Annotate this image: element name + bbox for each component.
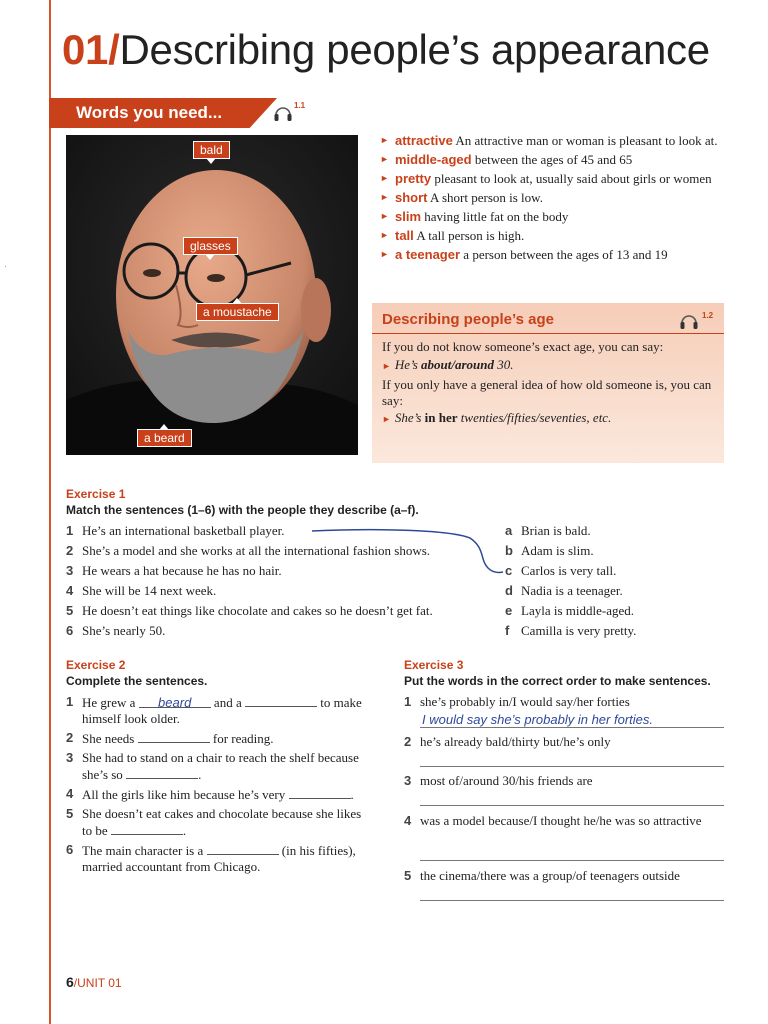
handwritten-answer: I would say she’s probably in her forties.	[422, 712, 653, 727]
definition: between the ages of 45 and 65	[474, 152, 633, 167]
ex1-sentence: 3 He wears a hat because he has no hair.	[66, 563, 282, 578]
ex1-sentence: 4 She will be 14 next week.	[66, 583, 217, 598]
ex3-item: 1 she’s probably in/I would say/her forties	[404, 694, 630, 709]
term: pretty	[395, 171, 432, 186]
ex1-sentence: 1 He’s an international basketball player.	[66, 523, 285, 538]
ex1-option: f Camilla is very pretty.	[505, 623, 637, 638]
ex2-item: 2 She needs for reading.	[66, 730, 274, 746]
answer-line[interactable]	[420, 766, 724, 767]
title-text: Describing people’s appearance	[119, 26, 710, 73]
exercise3-label: Exercise 3	[404, 658, 464, 672]
ex2-item: 1 He grew a beard and a to make himself look older.	[66, 694, 362, 726]
term: tall	[395, 228, 414, 243]
example-key-phrase: in her	[424, 410, 458, 425]
ex1-option: d Nadia is a teenager.	[505, 583, 623, 598]
unit-number: 01	[62, 26, 109, 73]
ex1-sentence: 6 She’s nearly 50.	[66, 623, 166, 638]
answer-blank[interactable]	[289, 786, 351, 799]
term: slim	[395, 209, 422, 224]
bullet-arrow-icon: ►	[380, 249, 389, 259]
handwritten-answer: beard	[158, 695, 192, 710]
age-paragraph: If you do not know someone’s exact age, you can say:	[382, 339, 664, 354]
page-number: 6	[66, 974, 74, 990]
bullet-arrow-icon: ►	[380, 192, 389, 202]
ex1-option: e Layla is middle-aged.	[505, 603, 634, 618]
answer-blank[interactable]	[139, 695, 211, 708]
example-text: 30.	[494, 356, 514, 372]
term: middle-aged	[395, 152, 472, 167]
ex2-item: 6 The main character is a (in his fifties), married accountant from Chicago.	[66, 842, 356, 874]
definition: pleasant to look at, usually said about girls or women	[434, 171, 712, 186]
answer-line[interactable]	[420, 727, 724, 728]
ex1-sentence: 5 He doesn’t eat things like chocolate and cakes so he doesn’t get fat.	[66, 603, 433, 618]
page-footer	[66, 974, 122, 990]
example-text: She’s	[394, 410, 425, 425]
track-number: 1.2	[702, 311, 714, 320]
answer-line[interactable]	[420, 900, 724, 901]
answer-line[interactable]	[420, 805, 724, 806]
definition: a person between the ages of 13 and 19	[463, 247, 668, 262]
label-moustache: a moustache	[196, 303, 279, 321]
answer-blank[interactable]	[126, 766, 198, 779]
track-number: 1.1	[294, 101, 306, 110]
bullet-arrow-icon: ►	[380, 173, 389, 183]
definition: A tall person is high.	[416, 228, 525, 243]
bullet-arrow-icon: ►	[380, 135, 389, 145]
answer-blank[interactable]	[245, 694, 317, 707]
answer-blank[interactable]	[138, 730, 210, 743]
definition: An attractive man or woman is pleasant to look at.	[455, 133, 718, 148]
answer-line[interactable]	[420, 860, 724, 861]
ex3-item: 3 most of/around 30/his friends are	[404, 773, 593, 788]
words-banner-label: Words you need...	[76, 103, 223, 122]
bullet-arrow-icon: ►	[380, 211, 389, 221]
ex1-sentence: 2 She’s a model and she works at all the international fashion shows.	[66, 543, 431, 558]
example-text: twenties/fifties/seventies, etc.	[457, 410, 612, 425]
ex3-item: 5 the cinema/there was a group/of teenagers outside	[404, 868, 680, 883]
answer-blank[interactable]	[207, 842, 279, 855]
ex1-option: a Brian is bald.	[505, 523, 591, 538]
term: short	[395, 190, 428, 205]
definition: A short person is low.	[430, 190, 543, 205]
exercise1-instruction: Match the sentences (1–6) with the people they describe (a–f).	[66, 503, 419, 517]
label-beard: a beard	[137, 429, 192, 447]
label-bald: bald	[193, 141, 230, 159]
age-paragraph: If you only have a general idea of how old someone is, you can say:	[382, 377, 712, 408]
label-glasses: glasses	[183, 237, 238, 255]
ex2-item: 3 She had to stand on a chair to reach the shelf because she’s so .	[66, 750, 359, 782]
term: attractive	[395, 133, 453, 148]
example-text: He’s	[394, 356, 422, 372]
ex1-option: b Adam is slim.	[505, 543, 594, 558]
ex3-item: 2 he’s already bald/thirty but/he’s only	[404, 734, 611, 749]
ex3-item: 4 was a model because/I thought he/he was so attractive	[404, 813, 702, 828]
exercise2-label: Exercise 2	[66, 658, 126, 672]
bullet-arrow-icon: ►	[382, 360, 391, 371]
definition: having little fat on the body	[424, 209, 569, 224]
ex1-option: c Carlos is very tall.	[505, 563, 617, 578]
exercise1-label: Exercise 1	[66, 487, 126, 501]
exercise2-instruction: Complete the sentences.	[66, 674, 208, 688]
ex2-item: 4 All the girls like him because he’s very .	[66, 786, 354, 802]
bullet-arrow-icon: ►	[380, 154, 389, 164]
bullet-arrow-icon: ►	[380, 230, 389, 240]
title-slash: /	[108, 26, 120, 73]
example-key-phrase: about/around	[421, 356, 495, 372]
age-box-heading: Describing people’s age	[382, 311, 554, 328]
term: a teenager	[395, 247, 461, 262]
scan-mark: ·	[4, 262, 8, 273]
answer-blank[interactable]	[111, 822, 183, 835]
exercise3-instruction: Put the words in the correct order to make sentences.	[404, 674, 711, 688]
unit-label: /UNIT 01	[73, 976, 122, 990]
bullet-arrow-icon: ►	[382, 414, 391, 424]
ex2-item: 5 She doesn’t eat cakes and chocolate because she likes to be .	[66, 806, 362, 838]
